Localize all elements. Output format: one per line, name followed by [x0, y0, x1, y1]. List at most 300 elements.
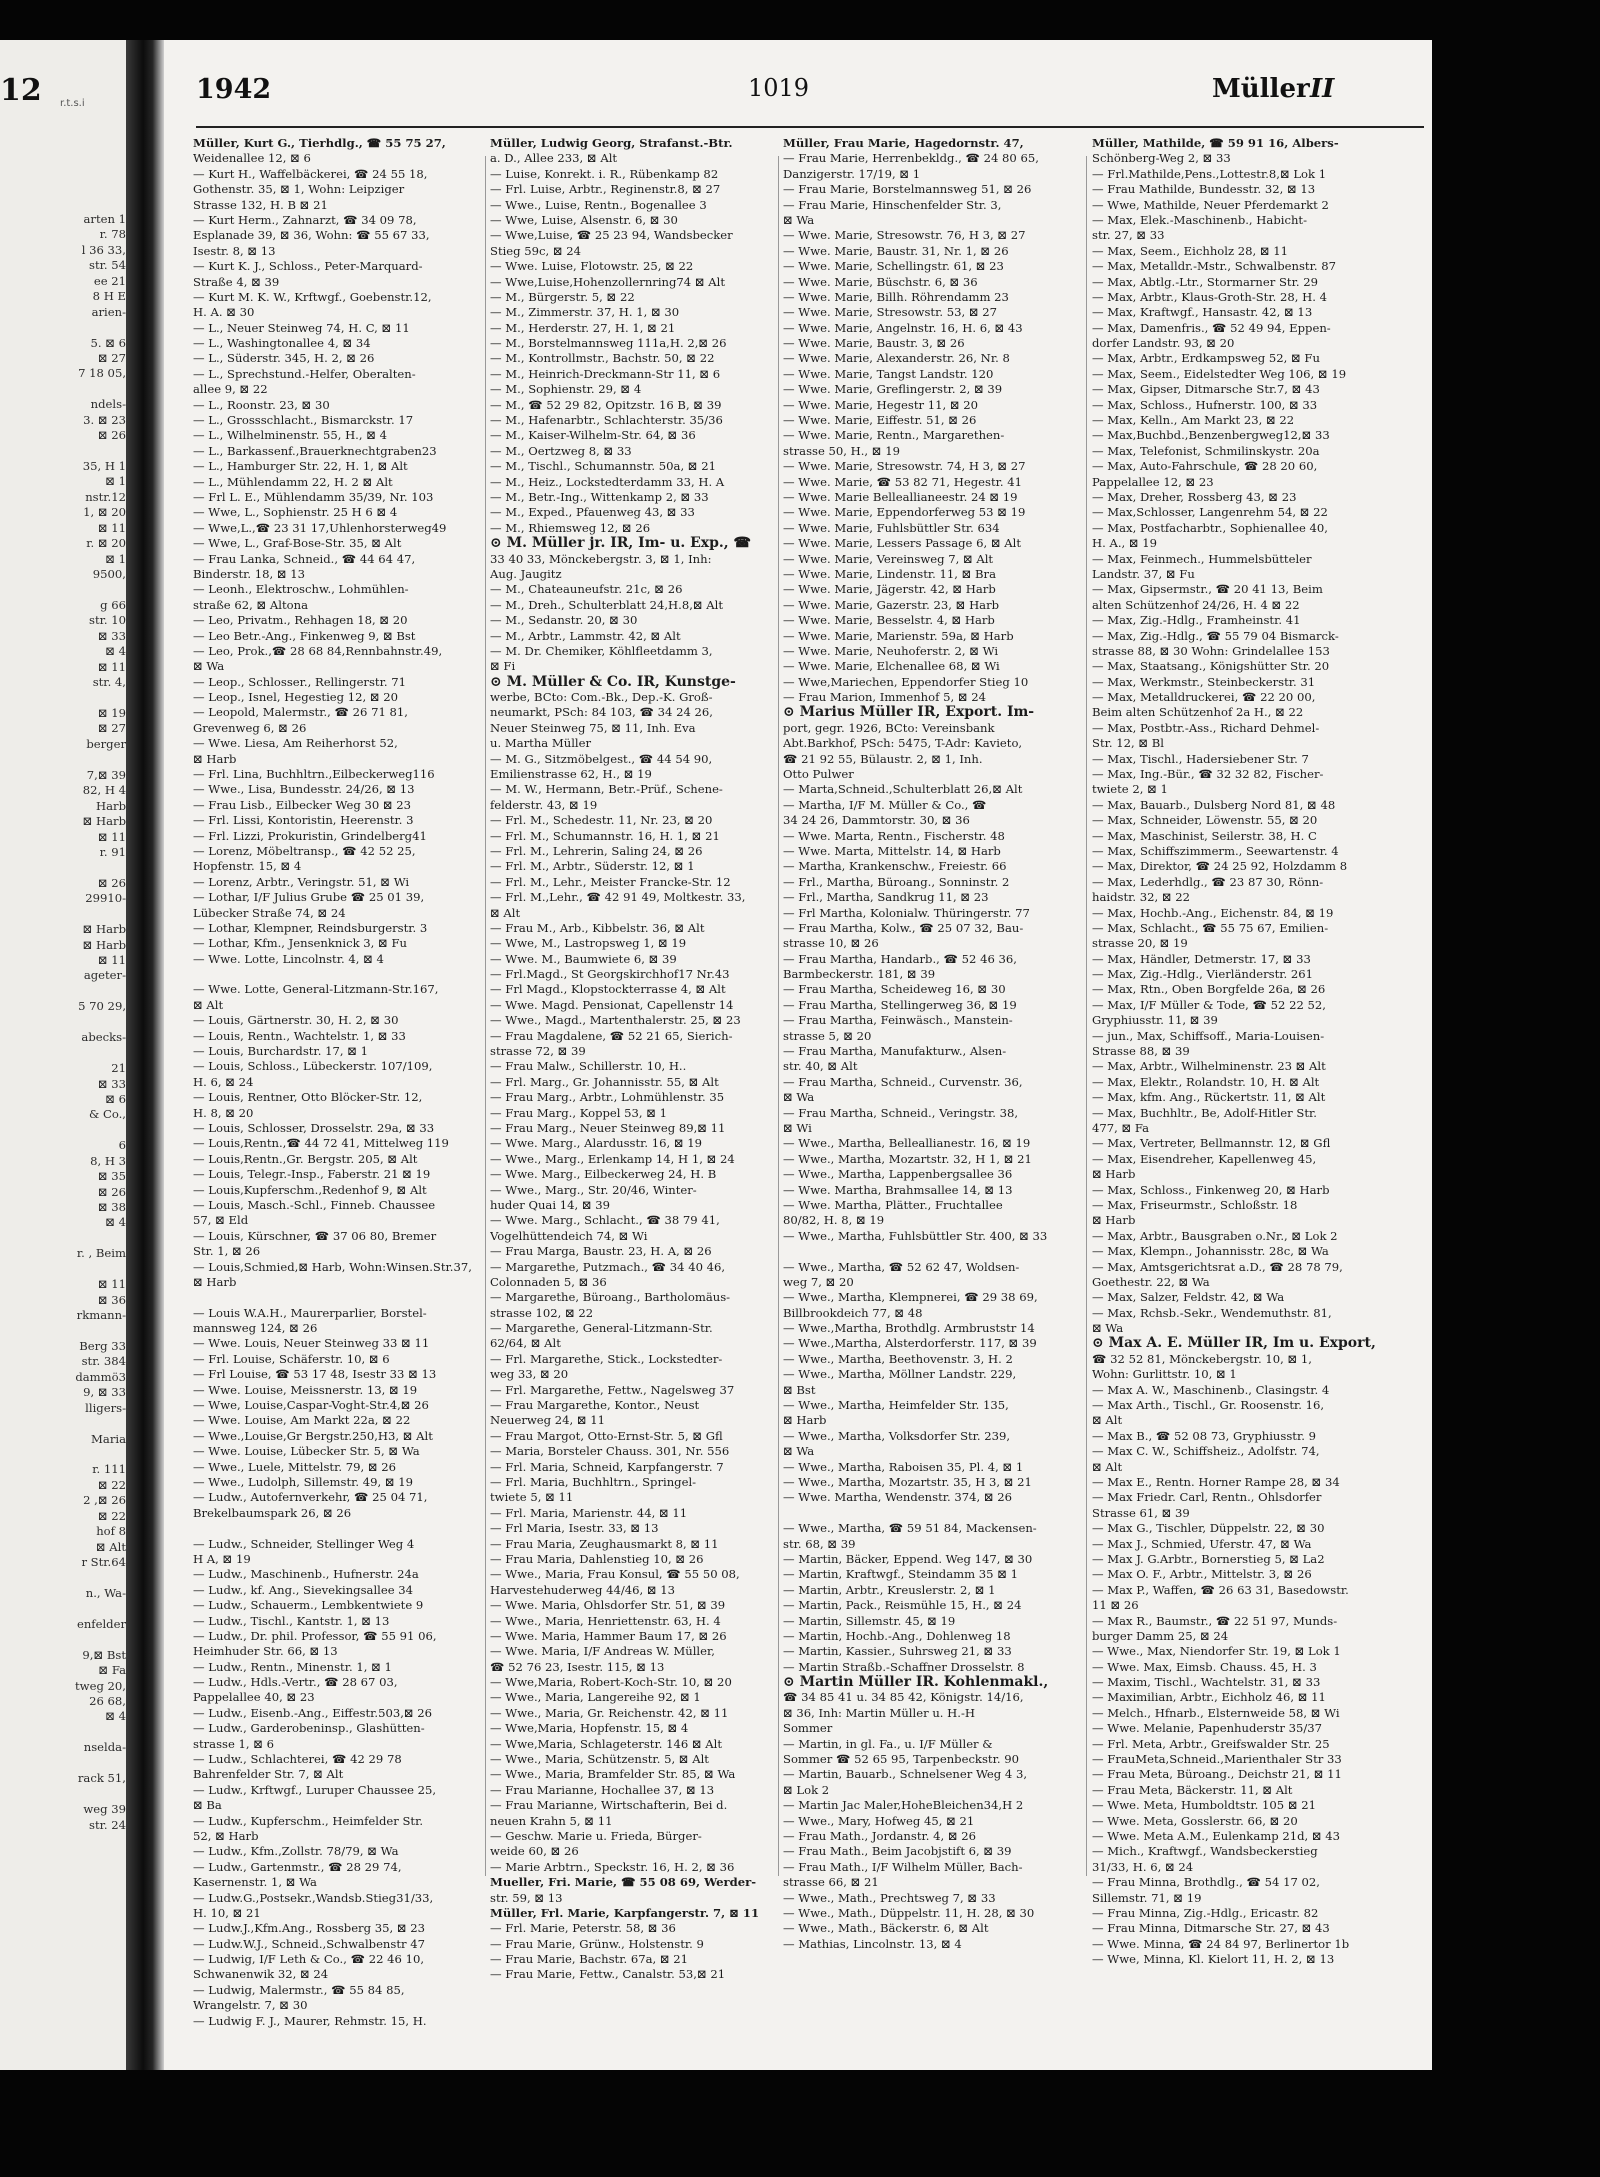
directory-entry-line: — Frl Martha, Kolonialw. Thüringerstr. 77 — [783, 905, 1030, 920]
directory-entry-line: — Louis W.A.H., Maurerparlier, Borstel- — [193, 1305, 427, 1320]
page-number: 1019 — [748, 74, 810, 102]
directory-entry-line: — Louis,Rentn.,☎ 44 72 41, Mittelweg 119 — [193, 1136, 449, 1151]
directory-entry-line: — L., Washingtonallee 4, ⊠ 34 — [193, 336, 371, 351]
directory-entry-line: — Kurt Herm., Zahnarzt, ☎ 34 09 78, — [193, 212, 417, 227]
directory-entry-line: 80/82, H. 8, ⊠ 19 — [783, 1213, 885, 1228]
directory-entry-line: — Wwe., Martha, Heimfelder Str. 135, — [783, 1398, 1009, 1413]
directory-entry-line: — Ludw., Schneider, Stellinger Weg 4 — [193, 1536, 415, 1551]
directory-entry-line: ⊙ M. Müller & Co. IR, Kunstge- — [490, 674, 736, 690]
previous-page-line — [2, 1046, 126, 1061]
directory-entry-line: — Wwe., Math., Düppelstr. 11, H. 28, ⊠ 30 — [783, 1905, 1035, 1920]
previous-page-line: nstr.12 — [85, 489, 126, 504]
directory-entry-line: — Martin Jac Maler,HoheBleichen34,H 2 — [783, 1798, 1024, 1813]
directory-entry-line: — Marie Arbtrn., Speckstr. 16, H. 2, ⊠ 36 — [490, 1859, 735, 1874]
previous-page-line: ⊠ 11 — [97, 520, 126, 535]
directory-entry-line: ⊙ Marius Müller IR, Export. Im- — [783, 705, 1035, 721]
directory-entry-line: — Max J., Schmied, Uferstr. 47, ⊠ Wa — [1092, 1536, 1312, 1551]
previous-page-line: ⊠ 27 — [97, 350, 126, 365]
directory-entry-line: — M., Dreh., Schulterblatt 24,H.8,⊠ Alt — [490, 597, 724, 612]
directory-entry-line: haidstr. 32, ⊠ 22 — [1092, 890, 1191, 905]
directory-entry-line: — M., Tischl., Schumannstr. 50a, ⊠ 21 — [490, 459, 716, 474]
directory-entry-line: — Wwe,L.,☎ 23 31 17,Uhlenhorsterweg49 — [193, 520, 447, 535]
directory-entry-line: — Max O. F., Arbtr., Mittelstr. 3, ⊠ 26 — [1092, 1567, 1312, 1582]
previous-page-line — [2, 907, 126, 922]
directory-entry-line: weg 33, ⊠ 20 — [490, 1367, 569, 1382]
directory-entry-line: ⊠ Alt — [1092, 1413, 1123, 1428]
directory-entry-line: — Wwe. Martha, Brahmsallee 14, ⊠ 13 — [783, 1182, 1013, 1197]
directory-entry-line: ⊠ Fi — [490, 659, 516, 674]
previous-page-line: ⊠ Harb — [82, 922, 126, 937]
previous-page-number: 12 — [0, 73, 42, 108]
directory-entry-line: — Frau Martha, Feinwäsch., Manstein- — [783, 1013, 1013, 1028]
directory-entry-line: — Max, Rchsb.-Sekr., Wendemuthstr. 81, — [1092, 1305, 1332, 1320]
directory-entry-line: — L., Wilhelminenstr. 55, H., ⊠ 4 — [193, 428, 388, 443]
directory-entry-line: — Wwe. Marg., Schlacht., ☎ 38 79 41, — [490, 1213, 720, 1228]
directory-entry-line: H. A., ⊠ 19 — [1092, 536, 1158, 551]
directory-entry-line: — Frau Marie, Hinschenfelder Str. 3, — [783, 197, 1002, 212]
directory-entry-line: Beim alten Schützenhof 2a H., ⊠ 22 — [1092, 705, 1304, 720]
directory-entry-line: — Lorenz, Arbtr., Veringstr. 51, ⊠ Wi — [193, 874, 410, 889]
directory-entry-line: — Maxim, Tischl., Wachtelstr. 31, ⊠ 33 — [1092, 1675, 1321, 1690]
previous-page-line: ⊠ 11 — [97, 953, 126, 967]
previous-page-line — [2, 1262, 126, 1277]
directory-entry-line: — Wwe, Mathilde, Neuer Pferdemarkt 2 — [1092, 197, 1329, 212]
directory-entry-line: Neuer Steinweg 75, ⊠ 11, Inh. Eva — [490, 720, 696, 735]
previous-page-line — [2, 320, 126, 335]
directory-entry-line: Lübecker Straße 74, ⊠ 24 — [193, 905, 346, 920]
previous-page-line: 26 68, — [89, 1694, 126, 1708]
directory-entry-line: — Max, Rtn., Oben Borgfelde 26a, ⊠ 26 — [1092, 982, 1326, 997]
running-head-name: Müller — [1212, 74, 1310, 104]
directory-entry-line: — Ludw., Kfm.,Zollstr. 78/79, ⊠ Wa — [193, 1844, 399, 1859]
previous-page-line: r. 111 — [92, 1462, 126, 1477]
directory-entry-line: — Frl.Magd., St Georgskirchhof17 Nr.43 — [490, 967, 730, 982]
directory-entry-line: — Wwe. Louise, Meissnerstr. 13, ⊠ 19 — [193, 1382, 418, 1397]
directory-entry-line: — Max, Salzer, Feldstr. 42, ⊠ Wa — [1092, 1290, 1285, 1305]
previous-page-line — [2, 1601, 126, 1616]
previous-page-line: ⊠ 11 — [97, 1277, 126, 1292]
previous-page-line: ⊠ 19 — [97, 706, 126, 720]
previous-page-line — [2, 382, 126, 397]
previous-page-line: ⊠ 4 — [105, 1215, 126, 1230]
directory-entry-line: — M. W., Hermann, Betr.-Prüf., Schene- — [490, 782, 723, 797]
directory-entry-line: — Margarethe, Büroang., Bartholomäus- — [490, 1290, 731, 1305]
directory-entry-line: — Martin, in gl. Fa., u. I/F Müller & — [783, 1736, 993, 1751]
column-divider-1 — [485, 156, 486, 1876]
previous-page-line: ⊠ Alt — [95, 1539, 126, 1554]
directory-entry-line: — Frl. M., Lehr., Meister Francke-Str. 12 — [490, 874, 731, 889]
directory-entry-line: ⊠ Wa — [783, 1444, 815, 1459]
directory-entry-line: — Frau Minna, Ditmarsche Str. 27, ⊠ 43 — [1092, 1921, 1330, 1936]
directory-entry-line: Strasse 132, H. B ⊠ 21 — [193, 197, 328, 212]
directory-entry-line — [193, 967, 483, 982]
directory-entry-line: — M., Exped., Pfauenweg 43, ⊠ 33 — [490, 505, 695, 520]
directory-entry-line: — Max,Schlosser, Langenrehm 54, ⊠ 22 — [1092, 505, 1328, 520]
directory-entry-line — [783, 1506, 1083, 1521]
directory-entry-line: — Max, Gipsermstr., ☎ 20 41 13, Beim — [1092, 582, 1323, 597]
previous-page-line: ⊠ 22 — [97, 1508, 126, 1523]
directory-entry-line: — Wwe. Meta A.M., Eulenkamp 21d, ⊠ 43 — [1092, 1828, 1341, 1843]
directory-entry-line: — Max, Staatsang., Königshütter Str. 20 — [1092, 659, 1330, 674]
directory-entry-line: — Wwe., Martha, Belleallianestr. 16, ⊠ 19 — [783, 1136, 1031, 1151]
directory-entry-line: — Louis, Rentner, Otto Blöcker-Str. 12, — [193, 1090, 423, 1105]
directory-entry-line: — Frl. Lizzi, Prokuristin, Grindelberg41 — [193, 828, 427, 843]
directory-entry-line: — Max E., Rentn. Horner Rampe 28, ⊠ 34 — [1092, 1474, 1340, 1489]
directory-entry-line: strasse 10, ⊠ 26 — [783, 936, 879, 951]
directory-entry-line: — Leo Betr.-Ang., Finkenweg 9, ⊠ Bst — [193, 628, 416, 643]
directory-entry-line: — Max, Auto-Fahrschule, ☎ 28 20 60, — [1092, 459, 1318, 474]
directory-entry-line: — Wwe, Louise,Caspar-Voght-Str.4,⊠ 26 — [193, 1398, 429, 1413]
previous-page-line: str. 54 — [89, 258, 126, 273]
directory-entry-line: — Frl. Margarethe, Stick., Lockstedter- — [490, 1351, 723, 1366]
directory-entry-line: ⊠ 36, Inh: Martin Müller u. H.-H — [783, 1705, 975, 1720]
scanner-border-bottom — [0, 2070, 1600, 2177]
directory-entry-line: — Ludw.G.,Postsekr.,Wandsb.Stieg31/33, — [193, 1890, 434, 1905]
directory-entry-line: — Frau Martha, Schneid., Veringstr. 38, — [783, 1105, 1019, 1120]
directory-entry-line: Müller, Frl. Marie, Karpfangerstr. 7, ⊠ 11 — [490, 1905, 760, 1920]
previous-page-line: l 36 33, — [81, 242, 126, 257]
directory-entry-line: str. 27, ⊠ 33 — [1092, 228, 1165, 243]
directory-entry-line: Hopfenstr. 15, ⊠ 4 — [193, 859, 302, 874]
directory-entry-line: — L., Sprechstund.-Helfer, Oberalten- — [193, 366, 416, 381]
directory-entry-line: — Ludw., Hdls.-Vertr., ☎ 28 67 03, — [193, 1675, 398, 1690]
directory-entry-line: — Frau Marie, Bachstr. 67a, ⊠ 21 — [490, 1952, 689, 1967]
previous-page-line: 9,⊠ Bst — [82, 1647, 126, 1662]
directory-entry-line: alten Schützenhof 24/26, H. 4 ⊠ 22 — [1092, 597, 1300, 612]
directory-entry-line: — Wwe., Martha, Raboisen 35, Pl. 4, ⊠ 1 — [783, 1459, 1024, 1474]
directory-entry-line: — Frau Minna, Brothdlg., ☎ 54 17 02, — [1092, 1875, 1320, 1890]
directory-entry-line: ⊠ Lok 2 — [783, 1782, 830, 1797]
directory-entry-line: — Wwe., Maria, Langereihe 92, ⊠ 1 — [490, 1690, 701, 1705]
directory-entry-line: — Lothar, Klempner, Reindsburgerstr. 3 — [193, 920, 428, 935]
directory-entry-line: Billbrookdeich 77, ⊠ 48 — [783, 1305, 923, 1320]
directory-entry-line: — Wwe. Marie, Angelnstr. 16, H. 6, ⊠ 43 — [783, 320, 1023, 335]
directory-entry-line: — Wwe,Maria, Schlageterstr. 146 ⊠ Alt — [490, 1736, 723, 1751]
directory-entry-line: — Frl. M., Arbtr., Süderstr. 12, ⊠ 1 — [490, 859, 695, 874]
directory-entry-line: ☎ 32 52 81, Mönckebergstr. 10, ⊠ 1, — [1092, 1351, 1312, 1366]
directory-entry-line: ⊠ Alt — [490, 905, 521, 920]
directory-entry-line: — M. G., Sitzmöbelgest., ☎ 44 54 90, — [490, 751, 713, 766]
directory-entry-line: — Frau Marg., Arbtr., Lohmühlenstr. 35 — [490, 1090, 725, 1105]
previous-page-line: 29910- — [85, 891, 126, 906]
directory-entry-line: Emilienstrasse 62, H., ⊠ 19 — [490, 767, 652, 782]
directory-entry-line: — Wwe., Luise, Rentn., Bogenallee 3 — [490, 197, 707, 212]
directory-entry-line: H. 8, ⊠ 20 — [193, 1105, 254, 1120]
directory-entry-line: — Frau Maria, Dahlenstieg 10, ⊠ 26 — [490, 1551, 704, 1566]
directory-entry-line: — Wwe. Lotte, General-Litzmann-Str.167, — [193, 982, 439, 997]
directory-entry-line: — Frl. Maria, Schneid, Karpfangerstr. 7 — [490, 1459, 724, 1474]
previous-page-line: ⊠ 1 — [105, 474, 126, 489]
directory-entry-line: — Louis, Kürschner, ☎ 37 06 80, Bremer — [193, 1228, 437, 1243]
previous-page-text — [2, 212, 126, 1833]
directory-entry-line: — Frau Lisb., Eilbecker Weg 30 ⊠ 23 — [193, 797, 412, 812]
previous-page-line: ⊠ Harb — [82, 937, 126, 952]
directory-entry-line: strasse 88, ⊠ 30 Wohn: Grindelallee 153 — [1092, 643, 1330, 658]
directory-entry-line: — M., Chateauneufstr. 21c, ⊠ 26 — [490, 582, 683, 597]
previous-page-line: berger — [86, 736, 126, 751]
directory-entry-line: — Frau Minna, Zig.-Hdlg., Ericastr. 82 — [1092, 1905, 1319, 1920]
directory-entry-line: — Max R., Baumstr., ☎ 22 51 97, Munds- — [1092, 1613, 1338, 1628]
directory-entry-line: — Wwe., Lisa, Bundesstr. 24/26, ⊠ 13 — [193, 782, 415, 797]
directory-entry-line: Müller, Frau Marie, Hagedornstr. 47, — [783, 136, 1024, 150]
directory-entry-line: ☎ 52 76 23, Isestr. 115, ⊠ 13 — [490, 1659, 665, 1674]
directory-entry-line: — Max, Kraftwgf., Hansastr. 42, ⊠ 13 — [1092, 305, 1313, 320]
directory-entry-line: neumarkt, PSch: 84 103, ☎ 34 24 26, — [490, 705, 713, 720]
previous-page-line — [2, 1756, 126, 1771]
directory-entry-line: neuen Krahn 5, ⊠ 11 — [490, 1813, 613, 1828]
directory-entry-line: — Ludw.W.J., Schneid.,Schwalbenstr 47 — [193, 1936, 425, 1951]
directory-entry-line: strasse 72, ⊠ 39 — [490, 1044, 586, 1059]
previous-page-line: str. 24 — [89, 1817, 126, 1832]
directory-entry-line: Sommer — [783, 1721, 833, 1736]
directory-entry-line: — Frl. M., Lehrerin, Saling 24, ⊠ 26 — [490, 843, 703, 858]
previous-page-line: g 66 — [100, 597, 126, 612]
previous-page-line: ⊠ 26 — [97, 1184, 126, 1199]
previous-page-line — [2, 1447, 126, 1462]
directory-entry-line: — Ludw., Tischl., Kantstr. 1, ⊠ 13 — [193, 1613, 390, 1628]
previous-page-line — [2, 984, 126, 999]
previous-page-line: str. 10 — [89, 613, 126, 628]
directory-entry-line: Sillemstr. 71, ⊠ 19 — [1092, 1890, 1202, 1905]
previous-page-line — [2, 1725, 126, 1740]
directory-entry-line: — Wwe., Martha, Fuhlsbüttler Str. 400, ⊠ 33 — [783, 1228, 1048, 1243]
directory-column-3 — [783, 136, 1083, 1952]
directory-entry-line: allee 9, ⊠ 22 — [193, 382, 268, 397]
directory-entry-line: — M. Dr. Chemiker, Köhlfleetdamm 3, — [490, 643, 713, 658]
directory-entry-line: — Frau Marianne, Hochallee 37, ⊠ 13 — [490, 1782, 715, 1797]
directory-entry-line: — Max, Elek.-Maschinenb., Habicht- — [1092, 212, 1307, 227]
header-rule — [196, 126, 1424, 128]
previous-page-line — [2, 691, 126, 706]
directory-entry-line: — Leop., Isnel, Hegestieg 12, ⊠ 20 — [193, 690, 399, 705]
previous-page-line: ⊠ 38 — [97, 1200, 126, 1214]
directory-entry-line: — Ludw., Krftwgf., Luruper Chaussee 25, — [193, 1782, 437, 1797]
directory-entry-line: — Max, Arbtr., Erdkampsweg 52, ⊠ Fu — [1092, 351, 1320, 366]
directory-entry-line: — Frau M., Arb., Kibbelstr. 36, ⊠ Alt — [490, 920, 705, 935]
directory-entry-line: — Wwe, Luise, Alsenstr. 6, ⊠ 30 — [490, 212, 678, 227]
previous-page-line — [2, 1571, 126, 1586]
directory-entry-line: — Frau Math., Jordanstr. 4, ⊠ 26 — [783, 1828, 977, 1843]
directory-entry-line: — Wwe., Martha, Möllner Landstr. 229, — [783, 1367, 1017, 1382]
directory-entry-line: — Kurt M. K. W., Krftwgf., Goebenstr.12, — [193, 289, 432, 304]
directory-entry-line: — Frl., Martha, Sandkrug 11, ⊠ 23 — [783, 890, 989, 905]
directory-entry-line: — Frl. M., Schumannstr. 16, H. 1, ⊠ 21 — [490, 828, 720, 843]
directory-entry-line: Landstr. 37, ⊠ Fu — [1092, 566, 1195, 581]
previous-page-line: ee 21 — [93, 273, 126, 288]
directory-entry-line: ⊠ Harb — [783, 1413, 827, 1428]
previous-page-edge — [0, 40, 126, 2070]
directory-entry-line: H A, ⊠ 19 — [193, 1551, 251, 1566]
directory-entry-line: — Wwe. Marie, Eppendorferweg 53 ⊠ 19 — [783, 505, 1026, 520]
directory-entry-line: — Max, Friseurmstr., Schloßstr. 18 — [1092, 1197, 1298, 1212]
column-divider-2 — [778, 156, 779, 1876]
directory-entry-line: Gryphiusstr. 11, ⊠ 39 — [1092, 1013, 1218, 1028]
directory-entry-line: — Frl. Maria, Buchhltrn., Springel- — [490, 1474, 697, 1489]
directory-entry-line: Sommer ☎ 52 65 95, Tarpenbeckstr. 90 — [783, 1752, 1019, 1767]
previous-page-line: ndels- — [90, 397, 126, 412]
directory-entry-line: — Marta,Schneid.,Schulterblatt 26,⊠ Alt — [783, 782, 1023, 797]
directory-entry-line: ⊠ Harb — [1092, 1213, 1136, 1228]
directory-entry-line: — Louis, Rentn., Wachtelstr. 1, ⊠ 33 — [193, 1028, 406, 1043]
directory-entry-line: Pappelallee 12, ⊠ 23 — [1092, 474, 1214, 489]
directory-entry-line: — Frau Marie, Borstelmannsweg 51, ⊠ 26 — [783, 182, 1032, 197]
directory-entry-line: — Wwe., Luele, Mittelstr. 79, ⊠ 26 — [193, 1459, 396, 1474]
directory-entry-line: — Wwe. Marie, Stresowstr. 76, H 3, ⊠ 27 — [783, 228, 1026, 243]
directory-entry-line: — Mathias, Lincolnstr. 13, ⊠ 4 — [783, 1936, 962, 1951]
previous-page-line: ⊠ 36 — [97, 1292, 126, 1307]
directory-entry-line: — Frau Lanka, Schneid., ☎ 44 64 47, — [193, 551, 416, 566]
previous-page-line: nselda- — [83, 1740, 126, 1755]
directory-entry-line: — Wwe. Luise, Flotowstr. 25, ⊠ 22 — [490, 259, 694, 274]
previous-page-line: str. 4, — [92, 675, 126, 690]
directory-entry-line: — Wwe. M., Baumwiete 6, ⊠ 39 — [490, 951, 677, 966]
directory-entry-line: — Kurt H., Waffelbäckerei, ☎ 24 55 18, — [193, 166, 428, 181]
directory-entry-line: — Ludw., Dr. phil. Professor, ☎ 55 91 06, — [193, 1628, 437, 1643]
directory-entry-line: — M., Oertzweg 8, ⊠ 33 — [490, 443, 632, 458]
directory-entry-line: — Wwe. Meta, Gosslerstr. 66, ⊠ 20 — [1092, 1813, 1298, 1828]
directory-entry-line: 477, ⊠ Fa — [1092, 1121, 1150, 1135]
directory-entry-line: port, gegr. 1926, BCto: Vereinsbank — [783, 720, 995, 735]
directory-entry-line: — Frl. Marie, Peterstr. 58, ⊠ 36 — [490, 1921, 676, 1936]
directory-entry-line: — Ludw., Kupferschm., Heimfelder Str. — [193, 1813, 424, 1828]
directory-entry-line: — Max, Postfacharbtr., Sophienallee 40, — [1092, 520, 1328, 535]
directory-entry-line: — Martin, Pack., Reismühle 15, H., ⊠ 24 — [783, 1598, 1022, 1613]
directory-entry-line: — Ludw., Garderobeninsp., Glashütten- — [193, 1721, 425, 1736]
directory-entry-line: — L., Süderstr. 345, H. 2, ⊠ 26 — [193, 351, 375, 366]
directory-entry-line: — Wwe., Martha, Mozartstr. 35, H 3, ⊠ 21 — [783, 1474, 1032, 1489]
directory-entry-line: — Wwe. Louise, Am Markt 22a, ⊠ 22 — [193, 1413, 411, 1428]
directory-entry-line: — Max,Buchbd.,Benzenbergweg12,⊠ 33 — [1092, 428, 1330, 443]
previous-page-line: ⊠ 4 — [105, 1709, 126, 1724]
directory-entry-line: — Frau Marg., Koppel 53, ⊠ 1 — [490, 1105, 668, 1120]
directory-entry-line: — Frl.Mathilde,Pens.,Lottestr.8,⊠ Lok 1 — [1092, 166, 1327, 181]
directory-entry-line: — Wwe., Maria, Bramfelder Str. 85, ⊠ Wa — [490, 1767, 736, 1782]
directory-entry-line: — Max, kfm. Ang., Rückertstr. 11, ⊠ Alt — [1092, 1090, 1326, 1105]
directory-column-2 — [490, 136, 776, 1983]
directory-entry-line: ⊠ Bst — [783, 1382, 816, 1397]
directory-entry-line: dorfer Landstr. 93, ⊠ 20 — [1092, 336, 1235, 351]
previous-page-line — [2, 583, 126, 598]
directory-entry-line: — M., Rhiemsweg 12, ⊠ 26 — [490, 520, 651, 535]
directory-entry-line: ☎ 21 92 55, Bülaustr. 2, ⊠ 1, Inh. — [783, 751, 983, 766]
directory-entry-line: — Frl. Maria, Marienstr. 44, ⊠ 11 — [490, 1505, 688, 1520]
previous-page-line: abecks- — [81, 1030, 126, 1045]
directory-entry-line: — Wwe.,Martha, Brothdlg. Armbruststr 14 — [783, 1321, 1035, 1336]
directory-entry-line: — Max, Vertreter, Bellmannstr. 12, ⊠ Gfl — [1092, 1136, 1331, 1151]
previous-page-line: str. 384 — [81, 1354, 126, 1369]
directory-entry-line: — Max, Arbtr., Klaus-Groth-Str. 28, H. 4 — [1092, 289, 1327, 304]
directory-entry-line: Weidenallee 12, ⊠ 6 — [193, 151, 311, 166]
directory-entry-line: — Max C. W., Schiffsheiz., Adolfstr. 74, — [1092, 1444, 1320, 1459]
directory-entry-line: H. A. ⊠ 30 — [193, 305, 255, 320]
directory-entry-line: ⊠ Ba — [193, 1798, 222, 1813]
directory-entry-line: — Max, Schloss., Hufnerstr. 100, ⊠ 33 — [1092, 397, 1318, 412]
previous-page-line: 21 — [111, 1061, 126, 1076]
directory-entry-line: Str. 12, ⊠ Bl — [1092, 736, 1164, 751]
directory-entry-line: — Wwe., Martha, Klempnerei, ☎ 29 38 69, — [783, 1290, 1038, 1305]
directory-entry-line: — Wwe,Maria, Hopfenstr. 15, ⊠ 4 — [490, 1721, 689, 1736]
directory-entry-line: Mueller, Fri. Marie, ☎ 55 08 69, Werder- — [490, 1875, 757, 1890]
previous-page-line: 82, H 4 — [82, 783, 126, 798]
directory-entry-line: — Ludw., Rentn., Minenstr. 1, ⊠ 1 — [193, 1659, 392, 1674]
directory-entry-line: — Wwe. Marie, Tangst Landstr. 120 — [783, 366, 994, 381]
directory-entry-line: — Wwe, L., Graf-Bose-Str. 35, ⊠ Alt — [193, 536, 402, 551]
directory-entry-line: — Max, Damenfris., ☎ 52 49 94, Eppen- — [1092, 320, 1331, 335]
directory-entry-line: — Frl. Luise, Arbtr., Reginenstr.8, ⊠ 27 — [490, 182, 721, 197]
directory-entry-line: — Martin, Kassier., Suhrsweg 21, ⊠ 33 — [783, 1644, 1012, 1659]
previous-page-line — [2, 444, 126, 459]
previous-page-line: 7,⊠ 39 — [86, 767, 126, 782]
directory-entry-line: — Max A. W., Maschinenb., Clasingstr. 4 — [1092, 1382, 1330, 1397]
directory-entry-line: Strasse 61, ⊠ 39 — [1092, 1505, 1190, 1520]
directory-entry-line: — Frau Martha, Stellingerweg 36, ⊠ 19 — [783, 997, 1017, 1012]
previous-page-line — [2, 1231, 126, 1246]
directory-entry-line: — M., Kaiser-Wilhelm-Str. 64, ⊠ 36 — [490, 428, 696, 443]
directory-entry-line: — Frau Martha, Kolw., ☎ 25 07 32, Bau- — [783, 920, 1024, 935]
directory-entry-line: — Wwe. Marie, Rentn., Margarethen- — [783, 428, 1005, 443]
directory-entry-line: — Wwe. Liesa, Am Reiherhorst 52, — [193, 736, 398, 751]
directory-entry-line: — Max, Hochb.-Ang., Eichenstr. 84, ⊠ 19 — [1092, 905, 1334, 920]
directory-entry-line: — Maria, Borsteler Chauss. 301, Nr. 556 — [490, 1444, 730, 1459]
directory-entry-line: — Frau Math., Beim Jacobjstift 6, ⊠ 39 — [783, 1844, 1012, 1859]
directory-entry-line: ⊠ Harb — [193, 751, 237, 766]
directory-entry-line: — Martin, Arbtr., Kreuslerstr. 2, ⊠ 1 — [783, 1582, 996, 1597]
previous-page-line: r. 91 — [99, 844, 126, 859]
directory-entry-line: — Max, Postbtr.-Ass., Richard Dehmel- — [1092, 720, 1320, 735]
previous-page-line: arien- — [91, 304, 126, 319]
directory-entry-line: — Max, Feinmech., Hummelsbütteler — [1092, 551, 1312, 566]
directory-entry-line: strasse 102, ⊠ 22 — [490, 1305, 594, 1320]
directory-entry-line: — Louis, Masch.-Schl., Finneb. Chaussee — [193, 1197, 436, 1212]
directory-entry-line: — Wwe., Ludolph, Sillemstr. 49, ⊠ 19 — [193, 1474, 414, 1489]
directory-entry-line: — Wwe., Maria, Schützenstr. 5, ⊠ Alt — [490, 1752, 709, 1767]
directory-entry-line: Müller, Ludwig Georg, Strafanst.-Btr. — [490, 136, 733, 150]
directory-entry-line: — Max, Werkmstr., Steinbeckerstr. 31 — [1092, 674, 1316, 689]
directory-entry-line: — Wwe. Marg., Eilbeckerweg 24, H. B — [490, 1167, 717, 1182]
directory-entry-line: Wohn: Gurlittstr. 10, ⊠ 1 — [1092, 1367, 1237, 1382]
directory-entry-line: — Frl Louise, ☎ 53 17 48, Isestr 33 ⊠ 13 — [193, 1367, 437, 1382]
directory-entry-line: — Frau Math., I/F Wilhelm Müller, Bach- — [783, 1859, 1023, 1874]
directory-entry-line: — Margarethe, General-Litzmann-Str. — [490, 1321, 713, 1336]
directory-entry-line: — Max, Lederhdlg., ☎ 23 87 30, Rönn- — [1092, 874, 1324, 889]
previous-page-line: rack 51, — [77, 1771, 126, 1786]
directory-entry-line: — Max, Metalldruckerei, ☎ 22 20 00, — [1092, 690, 1316, 705]
previous-page-line — [2, 1632, 126, 1647]
directory-entry-line: — Martin, Hochb.-Ang., Dohlenweg 18 — [783, 1628, 1011, 1643]
directory-entry-line: — Max, Elektr., Rolandstr. 10, H. ⊠ Alt — [1092, 1074, 1320, 1089]
directory-entry-line: — Wwe., Martha, ☎ 52 62 47, Woldsen- — [783, 1259, 1020, 1274]
directory-entry-line: — Max, Abtlg.-Ltr., Stormarner Str. 29 — [1092, 274, 1318, 289]
directory-entry-line: — Lorenz, Möbeltransp., ☎ 42 52 25, — [193, 843, 416, 858]
directory-entry-line: — Frau Maria, Zeughausmarkt 8, ⊠ 11 — [490, 1536, 719, 1551]
directory-entry-line: — Max Arth., Tischl., Gr. Roosenstr. 16, — [1092, 1398, 1325, 1413]
directory-entry-line: — Frl. Marg., Gr. Johannisstr. 55, ⊠ Alt — [490, 1074, 719, 1089]
directory-entry-line: Pappelallee 40, ⊠ 23 — [193, 1690, 315, 1705]
directory-entry-line: ⊠ Wa — [1092, 1321, 1124, 1336]
directory-entry-line: — Frau Martha, Scheideweg 16, ⊠ 30 — [783, 982, 1006, 997]
directory-entry-line: — Wwe. Marie, ☎ 53 82 71, Hegestr. 41 — [783, 474, 1022, 489]
directory-entry-line: — Ludwig, Malermstr., ☎ 55 84 85, — [193, 1982, 405, 1997]
directory-entry-line: — Wwe. Marie, Eiffestr. 51, ⊠ 26 — [783, 413, 977, 428]
previous-page-line: enfelder — [76, 1616, 126, 1631]
directory-entry-line: str. 68, ⊠ 39 — [783, 1536, 856, 1551]
page-year-label: 1942 — [196, 74, 272, 105]
previous-page-line — [2, 1787, 126, 1802]
directory-entry-line: — Wwe., Martha, Mozartstr. 32, H 1, ⊠ 21 — [783, 1151, 1032, 1166]
previous-page-line: 5. ⊠ 6 — [90, 335, 126, 350]
previous-page-line — [2, 860, 126, 875]
directory-entry-line: mannsweg 124, ⊠ 26 — [193, 1321, 318, 1336]
